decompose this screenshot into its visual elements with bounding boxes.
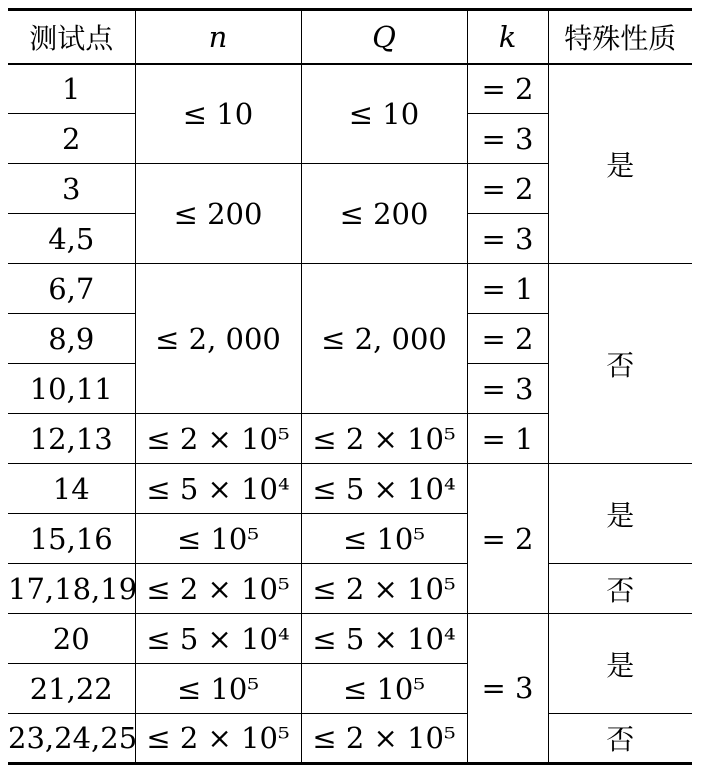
cell-testpoint: 10,11	[8, 364, 135, 414]
cell-testpoint: 1	[8, 64, 135, 114]
table-row	[8, 64, 692, 114]
cell-k: = 2	[467, 164, 548, 214]
cell-n: ≤ 2, 000	[135, 264, 301, 414]
cell-n: ≤ 2 × 10⁵	[135, 564, 301, 614]
cell-k: = 3	[467, 364, 548, 414]
header-q: Q	[301, 10, 467, 64]
cell-q: ≤ 2 × 10⁵	[301, 564, 467, 614]
header-special: 特殊性质	[548, 10, 692, 64]
cell-k: = 3	[467, 614, 548, 764]
cell-special: 否	[548, 714, 692, 764]
cell-special: 是	[548, 614, 692, 714]
cell-n: ≤ 2 × 10⁵	[135, 714, 301, 764]
cell-q: ≤ 10⁵	[301, 514, 467, 564]
cell-testpoint: 12,13	[8, 414, 135, 464]
table-row	[8, 614, 692, 664]
cell-n: ≤ 200	[135, 164, 301, 264]
cell-testpoint: 4,5	[8, 214, 135, 264]
cell-special: 是	[548, 464, 692, 564]
header-testpoint: 测试点	[8, 10, 135, 64]
cell-q: ≤ 200	[301, 164, 467, 264]
cell-testpoint: 23,24,25	[8, 714, 135, 764]
cell-testpoint: 20	[8, 614, 135, 664]
cell-n: ≤ 2 × 10⁵	[135, 414, 301, 464]
cell-n: ≤ 5 × 10⁴	[135, 464, 301, 514]
cell-n: ≤ 10	[135, 64, 301, 164]
table-row	[8, 264, 692, 314]
cell-k: = 3	[467, 114, 548, 164]
cell-k: = 2	[467, 464, 548, 614]
cell-q: ≤ 2 × 10⁵	[301, 714, 467, 764]
cell-q: ≤ 10⁵	[301, 664, 467, 714]
cell-testpoint: 15,16	[8, 514, 135, 564]
cell-n: ≤ 10⁵	[135, 664, 301, 714]
table-row	[8, 714, 692, 764]
cell-special: 否	[548, 264, 692, 464]
cell-testpoint: 21,22	[8, 664, 135, 714]
cell-q: ≤ 2, 000	[301, 264, 467, 414]
cell-n: ≤ 5 × 10⁴	[135, 614, 301, 664]
cell-q: ≤ 2 × 10⁵	[301, 414, 467, 464]
cell-testpoint: 2	[8, 114, 135, 164]
cell-n: ≤ 10⁵	[135, 514, 301, 564]
cell-k: = 1	[467, 414, 548, 464]
cell-k: = 1	[467, 264, 548, 314]
testpoint-table	[8, 8, 692, 765]
table-row	[8, 464, 692, 514]
header-k: k	[467, 10, 548, 64]
cell-testpoint: 3	[8, 164, 135, 214]
cell-testpoint: 8,9	[8, 314, 135, 364]
cell-q: ≤ 5 × 10⁴	[301, 614, 467, 664]
cell-q: ≤ 10	[301, 64, 467, 164]
header-n: n	[135, 10, 301, 64]
cell-k: = 2	[467, 314, 548, 364]
cell-k: = 2	[467, 64, 548, 114]
cell-testpoint: 14	[8, 464, 135, 514]
cell-special: 是	[548, 64, 692, 264]
table-row	[8, 564, 692, 614]
cell-special: 否	[548, 564, 692, 614]
cell-testpoint: 6,7	[8, 264, 135, 314]
header-row	[8, 10, 692, 64]
cell-testpoint: 17,18,19	[8, 564, 135, 614]
cell-q: ≤ 5 × 10⁴	[301, 464, 467, 514]
cell-k: = 3	[467, 214, 548, 264]
